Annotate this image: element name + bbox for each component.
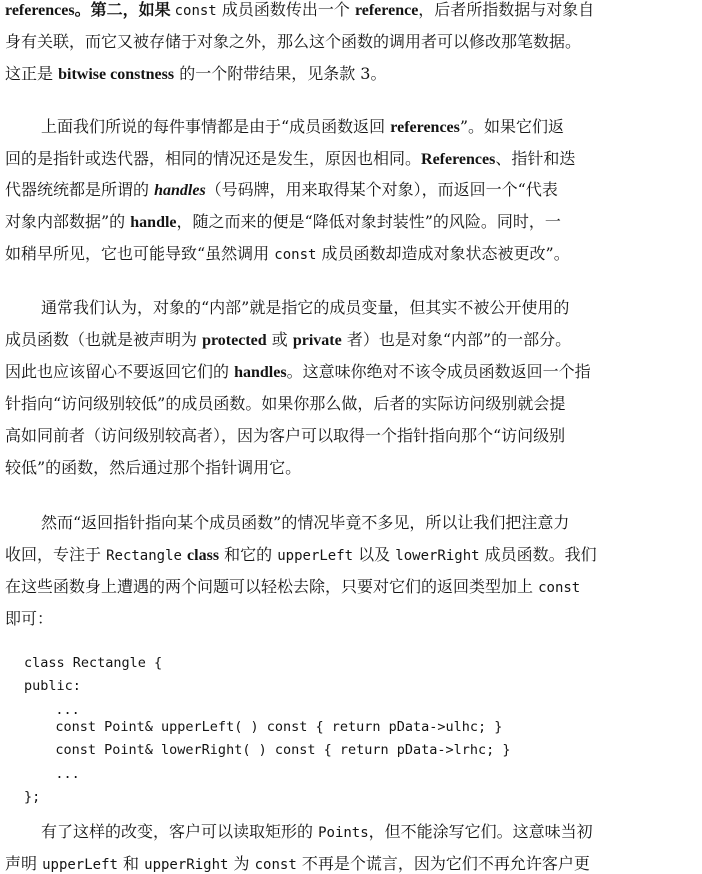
text-line — [5, 577, 702, 597]
inline-code: upperRight — [144, 857, 229, 873]
text-run: ，但不能涂写它们。这意味当初 — [368, 822, 593, 841]
text-run: 声明 — [5, 854, 43, 873]
text-run: references。第二，如果 — [5, 2, 175, 19]
text-run: 的一个附带结果，见条款 3。 — [174, 64, 387, 83]
text-run: protected — [202, 332, 267, 349]
text-run: 收回，专注于 — [5, 545, 107, 564]
text-line — [5, 149, 702, 169]
text-line — [41, 117, 702, 137]
text-run: bitwise constness — [58, 66, 175, 83]
text-line — [41, 513, 702, 533]
text-run: handle — [130, 214, 177, 231]
code-line: const Point& lowerRight( ) const { return pData->lrhc; } — [31, 742, 511, 758]
code-line: }; — [24, 789, 41, 805]
text-run: 代器统统都是所谓的 — [5, 180, 155, 199]
text-line — [5, 64, 702, 84]
text-run: class — [187, 547, 220, 564]
inline-code: const — [174, 3, 217, 19]
text-run: 成员函数却造成对象状态被更改”。 — [316, 244, 570, 263]
text-run: 成员函数（也就是被声明为 — [5, 330, 203, 349]
text-run: 成员函数传出一个 — [216, 0, 355, 19]
inline-code: Rectangle — [106, 548, 182, 564]
text-line — [5, 212, 702, 232]
text-run: 在这些函数身上遭遇的两个问题可以轻松去除，只要对它们的返回类型加上 — [5, 577, 539, 596]
text-run: 即可： — [5, 609, 54, 628]
text-run: 通常我们认为，对象的“内部”就是指它的成员变量，但其实不被公开使用的 — [41, 298, 570, 317]
text-run: 上面我们所说的每件事情都是由于“成员函数返回 — [41, 117, 391, 136]
text-line — [5, 330, 702, 350]
code-line: public: — [24, 678, 81, 694]
text-run: 身有关联，而它又被存储于对象之外，那么这个函数的调用者可以修改那笔数据。 — [5, 32, 582, 51]
text-run: 如稍早所见，它也可能导致“虽然调用 — [5, 244, 275, 263]
text-run: 和 — [117, 854, 145, 873]
text-run: 较低”的函数，然后通过那个指针调用它。 — [5, 458, 302, 477]
text-run: 和它的 — [219, 545, 278, 564]
text-run: 不再是个谎言，因为它们不再允许客户更 — [296, 854, 590, 873]
text-run: 为 — [228, 854, 255, 873]
text-run: references — [390, 119, 460, 136]
text-run: handles — [154, 182, 206, 199]
inline-code: Points — [318, 825, 369, 841]
code-line: class Rectangle { — [24, 655, 163, 671]
text-run: 者）也是对象“内部”的一部分。 — [341, 330, 572, 349]
text-run: 针指向“访问级别较低”的成员函数。如果你那么做，后者的实际访问级别就会提 — [5, 394, 566, 413]
text-run: 这正是 — [5, 64, 59, 83]
text-run: 。这意味你绝对不该令成员函数返回一个指 — [286, 362, 591, 381]
inline-code: const — [274, 247, 317, 263]
inline-code: upperLeft — [277, 548, 354, 564]
text-run: private — [292, 332, 342, 349]
text-run: 成员函数。我们 — [479, 545, 597, 564]
code-line: ... — [31, 702, 80, 718]
text-run: reference — [354, 2, 419, 19]
text-run: ”。如果它们返 — [459, 117, 565, 136]
text-line — [5, 458, 702, 478]
text-line — [5, 32, 702, 52]
code-line: ... — [31, 766, 80, 782]
text-run: ，后者所指数据与对象自 — [418, 0, 595, 19]
text-line — [5, 545, 702, 565]
text-line — [41, 298, 702, 318]
text-run: 因此也应该留心不要返回它们的 — [5, 362, 235, 381]
text-run: （号码牌，用来取得某个对象），而返回一个“代表 — [205, 180, 558, 199]
text-run: References — [421, 151, 496, 168]
code-line: const Point& upperLeft( ) const { return pData->ulhc; } — [31, 719, 503, 735]
inline-code: const — [538, 580, 581, 596]
text-run: handles — [234, 364, 287, 381]
inline-code: const — [254, 857, 297, 873]
inline-code: upperLeft — [42, 857, 118, 873]
text-line — [41, 822, 702, 842]
inline-code: lowerRight — [395, 548, 480, 564]
text-line — [5, 394, 702, 414]
text-run: 对象内部数据”的 — [5, 212, 131, 231]
text-run: 高如同前者（访问级别较高者），因为客户可以取得一个指针指向那个“访问级别 — [5, 426, 566, 445]
text-run: 然而“返回指针指向某个成员函数”的情况毕竟不多见，所以让我们把注意力 — [41, 513, 570, 532]
text-line — [5, 180, 702, 200]
text-line — [5, 609, 702, 629]
text-line — [5, 854, 702, 874]
text-run: 、指针和迭 — [495, 149, 576, 168]
text-run: 有了这样的改变，客户可以读取矩形的 — [41, 822, 319, 841]
text-line — [5, 426, 702, 446]
text-line — [5, 244, 702, 264]
text-run: 以及 — [353, 545, 396, 564]
text-line — [5, 362, 702, 382]
text-line — [5, 0, 702, 20]
text-run: ，随之而来的便是“降低对象封装性”的风险。同时，一 — [176, 212, 561, 231]
text-run: 回的是指针或迭代器，相同的情况还是发生，原因也相同。 — [5, 149, 422, 168]
text-run: 或 — [266, 330, 293, 349]
